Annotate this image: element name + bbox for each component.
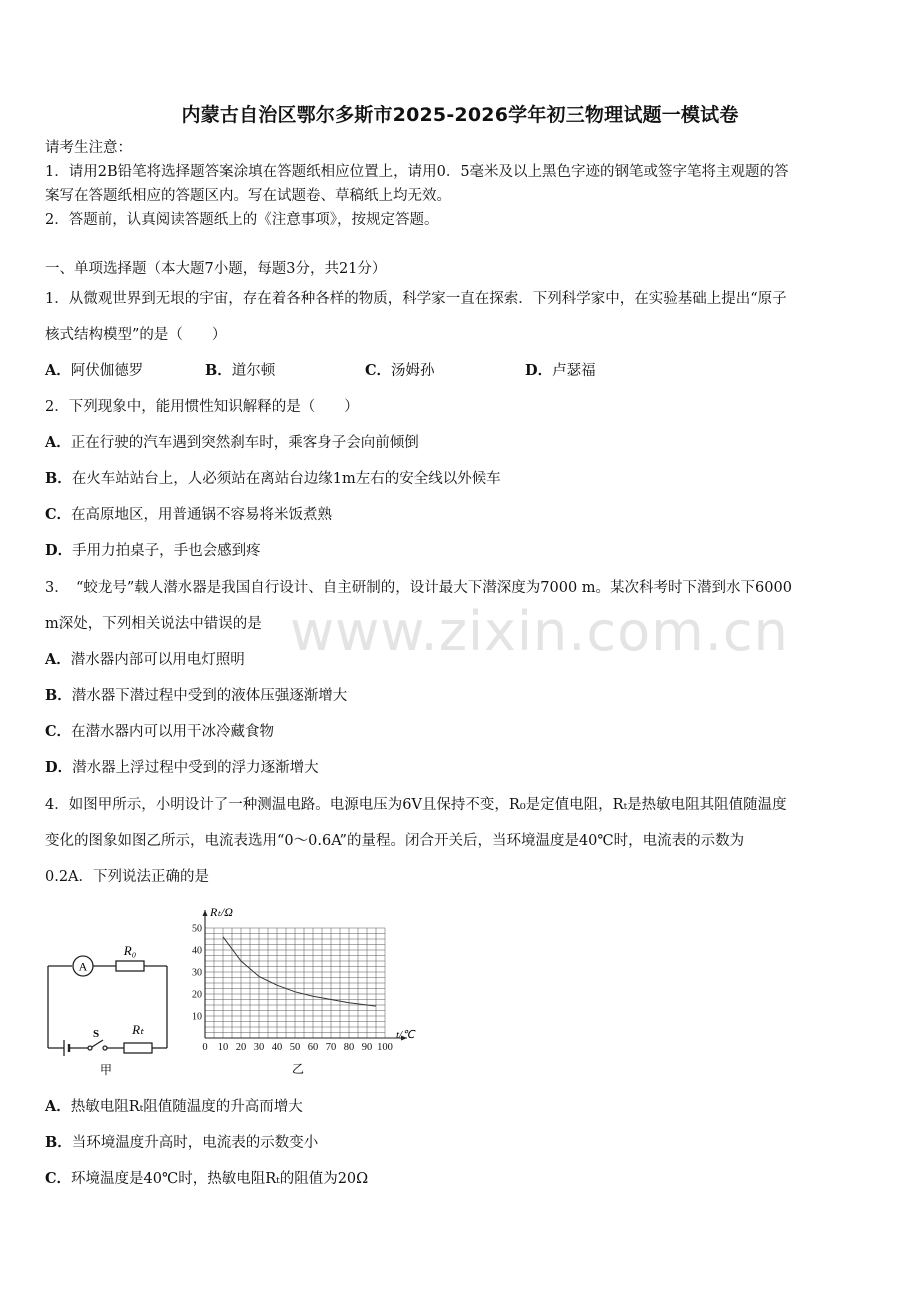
q1-stem-line-2: 核式结构模型”的是（ ）	[45, 327, 227, 343]
chart-caption: 乙	[291, 1062, 305, 1076]
x-tick-label: 10	[217, 1042, 229, 1053]
chart-ylabel: Rₜ/Ω	[210, 905, 233, 919]
page-title: 内蒙古自治区鄂尔多斯市2025-2026学年初三物理试题一模试卷	[181, 104, 739, 126]
q1-stem-line-1: 1．从微观世界到无垠的宇宙，存在着各种各样的物质，科学家一直在探索．下列科学家中，在实验基础上提出“原子	[45, 291, 787, 307]
y-axis-arrow	[203, 910, 208, 916]
q1-option-a: A．阿伏伽德罗	[45, 362, 144, 379]
y-tick-label: 20	[192, 989, 202, 1001]
switch-label: S	[92, 1028, 100, 1040]
x-tick-label: 90	[361, 1042, 373, 1053]
q2-option-c: C．在高原地区，用普通锅不容易将米饭煮熟	[45, 506, 333, 523]
watermark: www.zixin.com.cn	[290, 600, 789, 663]
q3-option-a: A．潜水器内部可以用电灯照明	[45, 651, 245, 668]
q4-option-c: C．环境温度是40℃时，热敏电阻Rₜ的阻值为20Ω	[45, 1170, 369, 1187]
x-tick-label: 60	[307, 1042, 319, 1053]
q4-option-a: A．热敏电阻Rₜ阻值随温度的升高而增大	[45, 1098, 303, 1115]
y-tick-label: 40	[192, 945, 202, 957]
q3-option-b: B．潜水器下潜过程中受到的液体压强逐渐增大	[45, 687, 348, 704]
section-heading: 一、单项选择题（本大题7小题，每题3分，共21分）	[45, 261, 387, 277]
x-tick-label: 40	[271, 1042, 283, 1053]
chart-series	[223, 937, 376, 1006]
q1-option-c: C．汤姆孙	[365, 362, 435, 379]
notice-item-1-line-2: 案写在答题纸相应的答题区内。写在试题卷、草稿纸上均无效。	[45, 188, 451, 204]
series-line	[223, 937, 376, 1006]
q3-stem-line-2: m深处，下列相关说法中错误的是	[45, 616, 262, 632]
rt-label: Rₜ	[132, 1022, 144, 1037]
notice-heading: 请考生注意：	[45, 140, 132, 156]
x-tick-label: 20	[235, 1042, 247, 1053]
notice-item-1-line-1: 1．请用2B铅笔将选择题答案涂填在答题纸相应位置上，请用0．5毫米及以上黑色字迹的钢笔或签字笔将主观题的答	[45, 164, 789, 180]
q4-figures	[40, 900, 430, 1080]
x-tick-label: 30	[253, 1042, 265, 1053]
r0-label: R₀	[123, 943, 137, 958]
y-tick-label: 30	[192, 967, 202, 979]
notice-item-2: 2．答题前，认真阅读答题纸上的《注意事项》，按规定答题。	[45, 212, 439, 228]
q2-option-a: A．正在行驶的汽车遇到突然刹车时，乘客身子会向前倾倒	[45, 434, 419, 451]
q3-option-d: D．潜水器上浮过程中受到的浮力逐渐增大	[45, 759, 319, 776]
circuit-caption: 甲	[99, 1063, 113, 1077]
y-tick-label: 50	[192, 923, 202, 935]
q4-stem-line-2: 变化的图象如图乙所示，电流表选用“0～0.6A”的量程。闭合开关后，当环境温度是40℃时，电流表的示数为	[45, 833, 745, 849]
q1-options	[45, 361, 745, 381]
x-tick-label: 100	[377, 1042, 393, 1053]
ammeter-label: A	[78, 959, 88, 974]
y-tick-label: 10	[192, 1011, 202, 1023]
q1-option-b: B．道尔顿	[205, 362, 276, 379]
chart-grid	[205, 928, 385, 1038]
q2-option-b: B．在火车站站台上，人必须站在离站台边缘1m左右的安全线以外候车	[45, 470, 501, 487]
q3-option-c: C．在潜水器内可以用干冰冷藏食物	[45, 723, 275, 740]
rt-temperature-chart	[180, 900, 430, 1080]
x-tick-label: 70	[325, 1042, 337, 1053]
q2-option-d: D．手用力拍桌子，手也会感到疼	[45, 542, 261, 559]
q2-stem: 2．下列现象中，能用惯性知识解释的是（ ）	[45, 399, 359, 415]
q4-stem-line-3: 0.2A．下列说法正确的是	[45, 869, 210, 885]
q4-stem-line-1: 4．如图甲所示，小明设计了一种测温电路。电源电压为6V且保持不变，R₀是定值电阻，Rₜ是热敏电阻其阻值随温度	[45, 797, 787, 813]
x-tick-label: 0	[202, 1042, 208, 1053]
chart-xlabel: t/℃	[396, 1029, 415, 1041]
q3-stem-line-1: 3． “蛟龙号”载人潜水器是我国自行设计、自主研制的，设计最大下潜深度为7000 m。某次科考时下潜到水下6000	[45, 580, 792, 596]
circuit-diagram	[40, 940, 180, 1080]
x-tick-label: 50	[289, 1042, 301, 1053]
x-tick-label: 80	[343, 1042, 355, 1053]
chart-axes	[203, 910, 408, 1041]
q4-option-b: B．当环境温度升高时，电流表的示数变小	[45, 1134, 319, 1151]
q1-option-d: D．卢瑟福	[525, 362, 596, 379]
